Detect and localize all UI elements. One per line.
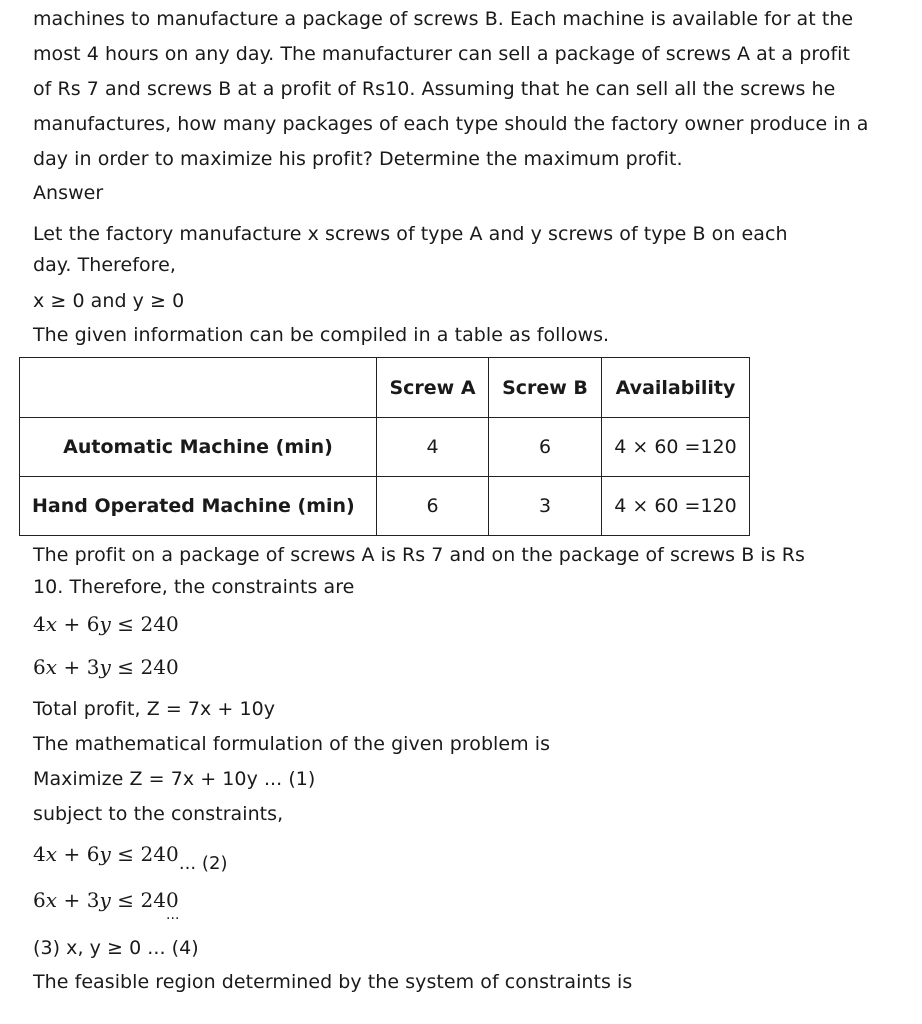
text-line: machines to manufacture a package of screws B. Each machine is available for at the [33,8,854,30]
formulation-text: The mathematical formulation of the given problem is [33,733,551,755]
text-line: day in order to maximize his profit? Determine the maximum profit. [33,148,683,170]
row-label: Automatic Machine (min) [20,418,377,477]
table-cell: 3 [489,477,602,536]
table-cell: 4 [377,418,489,477]
header-cell: Screw B [489,358,602,418]
objective: Maximize Z = 7x + 10y ... (1) [33,768,316,790]
table-cell: 6 [489,418,602,477]
text-line: day. Therefore, [33,254,176,276]
table-cell: 4 × 60 =120 [602,477,750,536]
subject-to: subject to the constraints, [33,803,284,825]
table-header-row [20,358,750,418]
text-line: most 4 hours on any day. The manufacturer can sell a package of screws A at a profit [33,43,851,65]
non-negativity: x ≥ 0 and y ≥ 0 [33,290,185,312]
feasible-region-text: The feasible region determined by the system of constraints is [33,971,633,993]
text-line: of Rs 7 and screws B at a profit of Rs10. Assuming that he can sell all the screws he [33,78,836,100]
header-cell: Screw A [377,358,489,418]
text-line: The profit on a package of screws A is Rs 7 and on the package of screws B is Rs [33,544,805,566]
text-line: manufactures, how many packages of each type should the factory owner produce in a [33,113,869,135]
constraint-3-4: (3) x, y ≥ 0 ... (4) [33,937,199,959]
total-profit: Total profit, Z = 7x + 10y [33,698,276,720]
constraint-1: 4x + 6y ≤ 240 [33,612,179,636]
text-line: 10. Therefore, the constraints are [33,576,355,598]
table-cell: 4 × 60 =120 [602,418,750,477]
text-line: Let the factory manufacture x screws of type A and y screws of type B on each [33,223,788,245]
constraint-3: 6x + 3y ≤ 240 [33,888,179,912]
table-cell: 6 [377,477,489,536]
header-cell [20,358,377,418]
table-intro: The given information can be compiled in a table as follows. [33,324,610,346]
info-table [19,357,750,536]
equation-label: ... (2) [178,853,228,874]
table-row [20,477,750,536]
constraint-2-labeled: 4x + 6y ≤ 240... (2) [33,842,228,874]
table-row [20,418,750,477]
continuation-dots: ... [166,907,180,923]
row-label: Hand Operated Machine (min) [20,477,377,536]
header-cell: Availability [602,358,750,418]
constraint-2: 6x + 3y ≤ 240 [33,655,179,679]
answer-heading: Answer [33,182,104,204]
